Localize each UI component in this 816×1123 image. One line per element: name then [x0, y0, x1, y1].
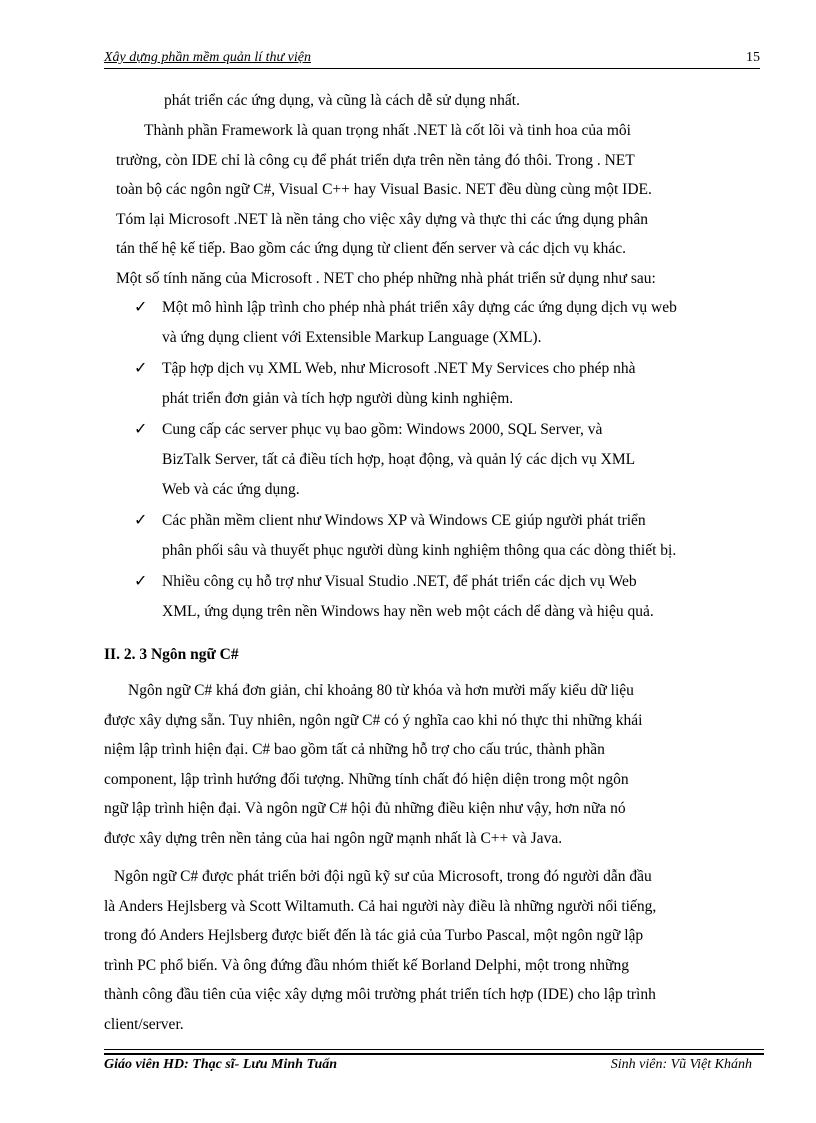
checkmark-icon: ✓: [134, 299, 148, 316]
header-title: Xây dựng phần mềm quản lí thư viện: [104, 50, 311, 65]
text-line: toàn bộ các ngôn ngữ C#, Visual C++ hay Visual Basic. NET đều dùng cùng một IDE.: [116, 181, 652, 199]
checkmark-icon: ✓: [134, 512, 148, 530]
text-line: là Anders Hejlsberg và Scott Wiltamuth. Cả hai người này điều là những người nổi tiếng,: [104, 897, 657, 915]
text-line: Cung cấp các server phục vụ bao gồm: Windows 2000, SQL Server, và: [162, 421, 603, 439]
text-line: Thành phần Framework là quan trọng nhất .NET là cốt lõi và tinh hoa của môi: [144, 122, 631, 139]
text-line: ngữ lập trình hiện đại. Và ngôn ngữ C# hội đủ những điều kiện như vậy, hơn nữa nó: [104, 800, 626, 818]
text-line: Một số tính năng của Microsoft . NET cho phép những nhà phát triển sử dụng như sau:: [116, 269, 656, 287]
checkmark-icon: ✓: [134, 573, 148, 591]
text-line: Ngôn ngữ C# khá đơn giản, chỉ khoảng 80 từ khóa và hơn mười mấy kiểu dữ liệu: [128, 682, 634, 699]
text-line: Tập hợp dịch vụ XML Web, như Microsoft .NET My Services cho phép nhà: [162, 360, 636, 378]
text-line: Một mô hình lập trình cho phép nhà phát triển xây dựng các ứng dụng dịch vụ web: [162, 299, 677, 316]
text-line: Các phần mềm client như Windows XP và Windows CE giúp người phát triển: [162, 512, 646, 530]
checkmark-icon: ✓: [134, 360, 148, 378]
text-line: được xây dựng sẵn. Tuy nhiên, ngôn ngữ C# có ý nghĩa cao khi nó thực thi những khái: [104, 711, 643, 729]
footer-student: Sinh viên: Vũ Việt Khánh: [610, 1057, 752, 1072]
text-line: phát triển đơn giản và tích hợp người dùng kinh nghiệm.: [162, 389, 514, 407]
paragraph-4: [104, 862, 758, 1040]
text-line: trong đó Anders Hejlsberg được biết đến là tác giả của Turbo Pascal, một ngôn ngữ lập: [104, 927, 644, 945]
list-item: [134, 506, 758, 565]
text-line: client/server.: [104, 1015, 184, 1033]
text-line: trình PC phổ biến. Và ông đứng đầu nhóm thiết kế Borland Delphi, một trong những: [104, 956, 629, 974]
feature-list: [134, 293, 758, 629]
text-line: XML, ứng dụng trên nền Windows hay nền web một cách dể dàng và hiệu quả.: [162, 602, 654, 620]
text-line: trường, còn IDE chỉ là công cụ để phát triển dựa trên nền tảng đó thôi. Trong . NET: [116, 151, 635, 169]
paragraph-2: [116, 116, 758, 294]
text-line: Web và các ứng dụng.: [162, 480, 300, 498]
section-heading: II. 2. 3 Ngôn ngữ C#: [104, 646, 239, 663]
paragraph-1: [164, 86, 754, 116]
text-line: Nhiều công cụ hỗ trợ như Visual Studio .NET, để phát triển các dịch vụ Web: [162, 573, 637, 591]
text-line: được xây dựng trên nền tảng của hai ngôn ngữ mạnh nhất là C++ và Java.: [104, 829, 563, 847]
text-line: phát triển các ứng dụng, và cũng là cách dễ sử dụng nhất.: [164, 92, 520, 109]
text-line: và ứng dụng client với Extensible Markup Language (XML).: [162, 328, 542, 346]
text-line: Tóm lại Microsoft .NET là nền tảng cho việc xây dựng và thực thi các ứng dụng phân: [116, 210, 648, 228]
list-item: [134, 293, 758, 352]
text-line: niệm lập trình hiện đại. C# bao gồm tất cả những hỗ trợ cho cấu trúc, thành phần: [104, 741, 605, 759]
paragraph-3: [104, 676, 758, 854]
list-item: [134, 354, 758, 413]
text-line: component, lập trình hướng đối tượng. Những tính chất đó hiện diện trong một ngôn: [104, 770, 629, 788]
header-divider: [104, 68, 760, 69]
text-line: tán thế hệ kế tiếp. Bao gồm các ứng dụng từ client đến server và các dịch vụ khác.: [116, 240, 627, 258]
text-line: Ngôn ngữ C# được phát triển bởi đội ngũ kỹ sư của Microsoft, trong đó người dẫn đầu: [114, 868, 652, 885]
page-header: [104, 50, 764, 72]
page-number: 15: [746, 50, 760, 65]
text-line: phân phối sâu và thuyết phục người dùng kinh nghiệm thông qua các dòng thiết bị.: [162, 541, 677, 559]
footer-instructor: Giáo viên HD: Thạc sĩ- Lưu Minh Tuấn: [104, 1057, 338, 1072]
footer-divider-thick: [104, 1053, 764, 1055]
text-line: BizTalk Server, tất cả điều tích hợp, hoạt động, và quản lý các dịch vụ XML: [162, 450, 636, 468]
list-item: [134, 567, 758, 626]
text-line: thành công đầu tiên của việc xây dựng môi trường phát triển tích hợp (IDE) cho lập trình: [104, 986, 656, 1004]
checkmark-icon: ✓: [134, 421, 148, 439]
list-item: [134, 415, 758, 504]
footer-divider: [104, 1049, 764, 1050]
